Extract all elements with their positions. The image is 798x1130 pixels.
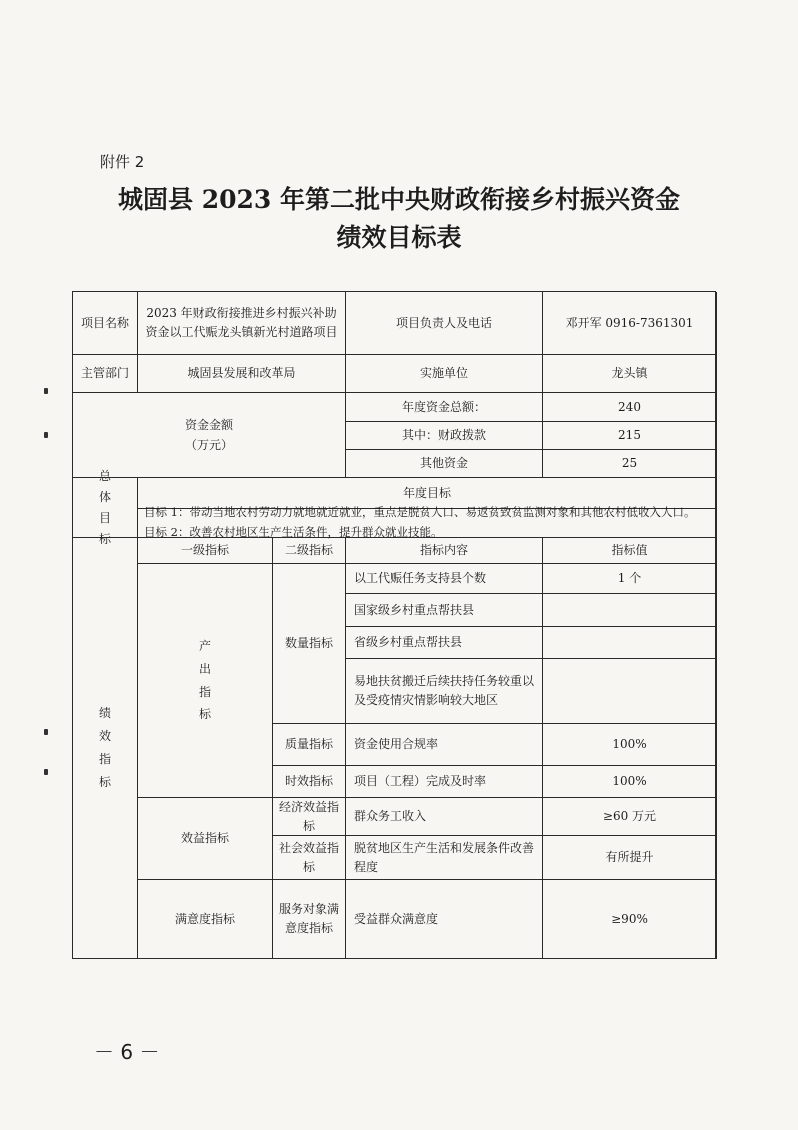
funds-total-label: 年度资金总额： (346, 393, 543, 422)
funds-fiscal-label: 其中：财政拨款 (346, 422, 543, 450)
scan-mark (44, 432, 48, 438)
quantity-indicator-label: 数量指标 (273, 564, 346, 724)
quality-content: 资金使用合规率 (346, 724, 543, 766)
q1-content: 以工代赈任务支持县个数 (346, 564, 543, 594)
econ-value: ≥60 万元 (543, 798, 717, 836)
overall-char: 标 (98, 531, 111, 546)
project-leader-value: 邓开军 0916-7361301 (543, 292, 717, 355)
overall-char: 总 (98, 468, 111, 483)
indicator-char: 效 (98, 729, 111, 744)
time-indicator-label: 时效指标 (273, 766, 346, 798)
output-char: 标 (198, 707, 211, 722)
document-title: 城固县 2023 年第二批中央财政衔接乡村振兴资金 (118, 185, 680, 214)
social-value: 有所提升 (543, 836, 717, 880)
project-name-value: 2023 年财政衔接推进乡村振兴补助资金以工代赈龙头镇新光村道路项目 (138, 292, 346, 355)
q2-content: 国家级乡村重点帮扶县 (346, 594, 543, 627)
q4-value (543, 659, 717, 724)
q1-value: 1 个 (543, 564, 717, 594)
q2-value (543, 594, 717, 627)
quality-indicator-label: 质量指标 (273, 724, 346, 766)
econ-indicator-label: 经济效益指标 (273, 798, 346, 836)
header-value: 指标值 (543, 538, 717, 564)
social-content: 脱贫地区生产生活和发展条件改善程度 (346, 836, 543, 880)
impl-unit-value: 龙头镇 (543, 355, 717, 393)
dept-value: 城固县发展和改革局 (138, 355, 346, 393)
goal-1: 目标 1：带动当地农村劳动力就地就近就业，重点是脱贫人口、易返贫致贫监测对象和其他农村低收入人口。 (144, 505, 696, 520)
social-indicator-label: 社会效益指标 (273, 836, 346, 880)
performance-indicator-label (73, 538, 138, 959)
attachment-label: 附件 2 (100, 153, 145, 171)
funds-other-value: 25 (543, 450, 717, 478)
funds-total-value: 240 (543, 393, 717, 422)
dept-label: 主管部门 (73, 355, 138, 393)
q4-content: 易地扶贫搬迁后续扶持任务较重以及受疫情灾情影响较大地区 (346, 659, 543, 724)
funds-label (73, 393, 346, 478)
service-content: 受益群众满意度 (346, 880, 543, 959)
annual-goal-content (138, 505, 717, 539)
q3-value (543, 627, 717, 659)
funds-label-text: 资金金额 (184, 417, 233, 432)
header-level2: 二级指标 (273, 538, 346, 564)
service-indicator-label: 服务对象满意度指标 (273, 880, 346, 959)
funds-other-label: 其他资金 (346, 450, 543, 478)
scan-mark (44, 388, 48, 394)
q3-content: 省级乡村重点帮扶县 (346, 627, 543, 659)
time-value: 100% (543, 766, 717, 798)
header-content: 指标内容 (346, 538, 543, 564)
satisfaction-indicator-label: 满意度指标 (138, 880, 273, 959)
output-char: 指 (198, 684, 211, 699)
service-value: ≥90% (543, 880, 717, 959)
funds-fiscal-value: 215 (543, 422, 717, 450)
econ-content: 群众务工收入 (346, 798, 543, 836)
output-char: 出 (198, 661, 211, 676)
annual-goal-header: 年度目标 (138, 478, 717, 509)
project-name-label: 项目名称 (73, 292, 138, 355)
indicator-char: 绩 (98, 706, 111, 721)
quality-value: 100% (543, 724, 717, 766)
goal-2: 目标 2：改善农村地区生产生活条件，提升群众就业技能。 (144, 525, 443, 539)
overall-char: 体 (98, 489, 111, 504)
scan-mark (44, 729, 48, 735)
impl-unit-label: 实施单位 (346, 355, 543, 393)
indicator-char: 指 (98, 752, 111, 766)
overall-goal-label (73, 468, 138, 546)
funds-unit-text: （万元） (184, 438, 233, 452)
output-char: 产 (198, 638, 211, 653)
project-leader-label: 项目负责人及电话 (346, 292, 543, 355)
page-number: － 6 － (94, 1040, 160, 1064)
header-level1: 一级指标 (138, 538, 273, 564)
output-indicator-label (138, 564, 273, 798)
performance-table (72, 291, 716, 959)
benefit-indicator-label: 效益指标 (138, 798, 273, 880)
document-subtitle: 绩效目标表 (336, 223, 462, 252)
indicator-char: 标 (98, 774, 111, 789)
time-content: 项目（工程）完成及时率 (346, 766, 543, 798)
overall-char: 目 (98, 510, 111, 525)
scan-mark (44, 769, 48, 775)
